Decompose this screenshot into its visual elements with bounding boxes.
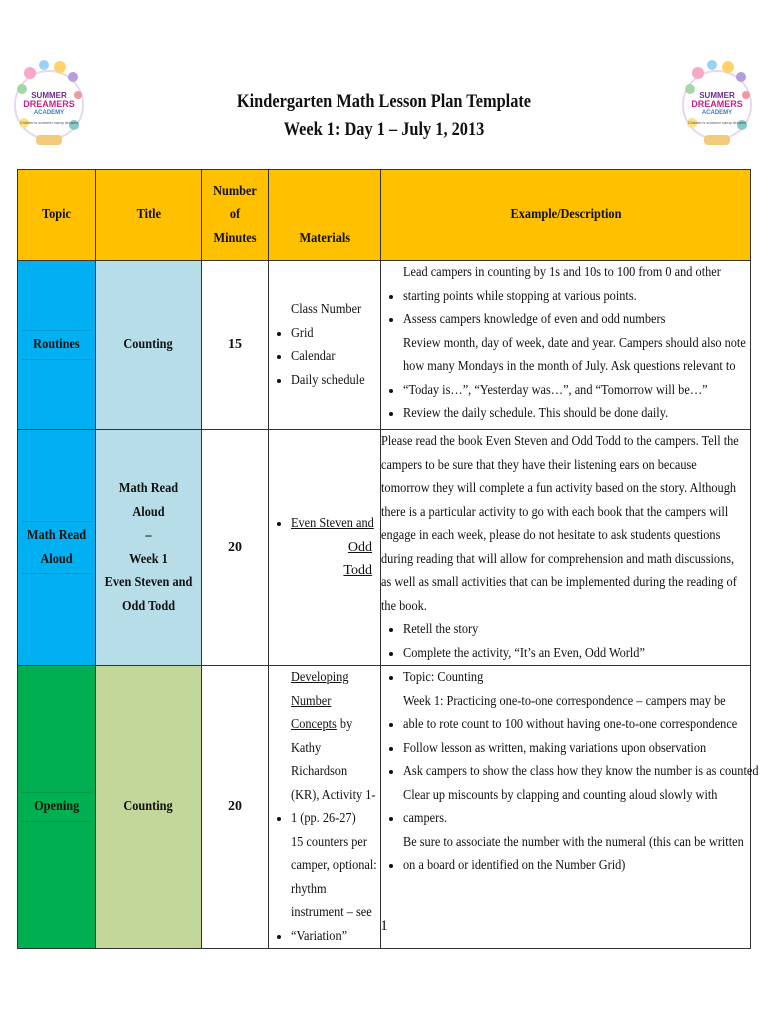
logo-right-line3: ACADEMY bbox=[701, 110, 733, 116]
minutes-cell: 15 bbox=[202, 261, 269, 430]
list-item: • Week 1: Practicing one-to-one correspondence – campers may be able to rote count to 100 without having one-to-one correspondence bbox=[403, 690, 750, 737]
header-topic: Topic bbox=[18, 170, 96, 261]
logo-left-tagline: Children's summer camp dreams bbox=[19, 120, 79, 125]
lesson-plan-table bbox=[17, 169, 759, 949]
list-item: • Review the daily schedule. This should be done daily. bbox=[403, 402, 750, 426]
logo-left-line2: DREAMERS bbox=[23, 99, 75, 109]
header-minutes: Number of Minutes bbox=[202, 170, 269, 261]
document-title bbox=[54, 88, 714, 144]
table-row bbox=[18, 666, 751, 949]
materials-cell bbox=[269, 666, 381, 949]
list-item: • Assess campers knowledge of even and odd numbers bbox=[403, 308, 750, 332]
example-cell bbox=[381, 666, 759, 949]
table-row bbox=[18, 430, 751, 666]
minutes-cell: 20 bbox=[202, 666, 269, 949]
logo-right-line1: SUMMER bbox=[699, 91, 735, 100]
logo-right-tagline: Children's summer camp dreams bbox=[687, 120, 747, 125]
topic-cell: Opening bbox=[18, 666, 96, 949]
example-paragraph: Please read the book Even Steven and Odd Todd to the campers. Tell the campers to be sure that they have their listening ears on because tomorrow they will complete a fun activity based on the story. Although there is a particular activity to go with each book that the campers will engage in each week, please do not hesitate to ask students questions during reading that will allow for comprehension and math discussions, as well as small activities that can be implemented during the reading of the book. bbox=[381, 434, 739, 614]
table-row bbox=[18, 261, 751, 430]
topic-cell: Routines bbox=[18, 261, 96, 430]
list-item: • Retell the story bbox=[403, 618, 750, 642]
materials-cell bbox=[269, 261, 381, 430]
header-materials: Materials bbox=[269, 170, 381, 261]
list-item: • Clear up miscounts by clapping and counting aloud slowly with campers. bbox=[403, 784, 750, 831]
header-example: Example/Description bbox=[381, 170, 751, 261]
materials-cell bbox=[269, 430, 381, 666]
list-item: • Ask campers to show the class how they know the number is as counted bbox=[403, 760, 750, 784]
title-cell: Counting bbox=[96, 261, 202, 430]
list-item: • Daily schedule bbox=[291, 369, 380, 393]
title-line-2: Week 1: Day 1 – July 1, 2013 bbox=[283, 119, 485, 140]
list-item: • Topic: Counting bbox=[403, 666, 750, 690]
list-item: • Review month, day of week, date and year. Campers should also note how many Mondays in the month of July. Ask questions relevant to “Today is…”, “Yesterday was…”, and “Tomorrow will be…” bbox=[403, 332, 750, 403]
title-line-1: Kindergarten Math Lesson Plan Template bbox=[236, 91, 532, 112]
title-cell: Counting bbox=[96, 666, 202, 949]
title-cell: Math Read Aloud – Week 1 Even Steven and Odd Todd bbox=[96, 430, 202, 666]
table-header-row bbox=[18, 170, 751, 261]
topic-cell: Math Read Aloud bbox=[18, 430, 96, 666]
header-title: Title bbox=[96, 170, 202, 261]
example-cell bbox=[381, 430, 751, 666]
list-item: • Be sure to associate the number with the numeral (this can be written on a board or identified on the Number Grid) bbox=[403, 831, 750, 878]
list-item: • Calendar bbox=[291, 345, 380, 369]
minutes-cell: 20 bbox=[202, 430, 269, 666]
logo-left-line3: ACADEMY bbox=[33, 110, 65, 116]
example-cell bbox=[381, 261, 751, 430]
list-item: • Class Number Grid bbox=[291, 298, 380, 345]
list-item: • Developing Number Concepts by Kathy Richardson (KR), Activity 1-1 (pp. 26-27) bbox=[291, 666, 380, 831]
list-item: • 15 counters per camper, optional: rhythm instrument – see “Variation” bbox=[291, 831, 380, 949]
list-item: • Follow lesson as written, making variations upon observation bbox=[403, 737, 750, 761]
logo-left-line1: SUMMER bbox=[31, 91, 67, 100]
list-item: • Even Steven and Odd Todd bbox=[291, 512, 380, 583]
logo-right-line2: DREAMERS bbox=[691, 99, 743, 109]
page-number: 1 bbox=[380, 918, 388, 934]
list-item: • Complete the activity, “It’s an Even, Odd World” bbox=[403, 642, 750, 666]
list-item: • Lead campers in counting by 1s and 10s to 100 from 0 and other starting points while stopping at various points. bbox=[403, 261, 750, 308]
